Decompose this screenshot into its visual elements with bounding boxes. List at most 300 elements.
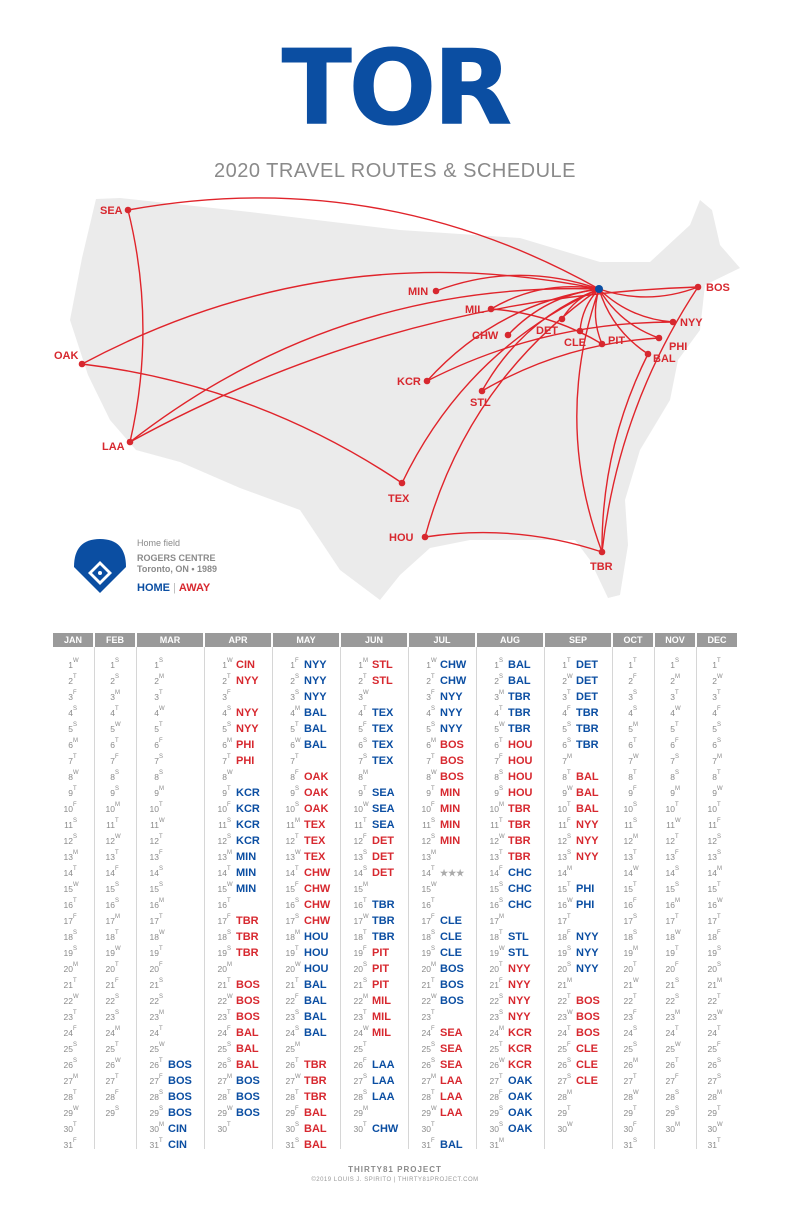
day-cell bbox=[205, 911, 259, 927]
day-cell bbox=[341, 1119, 398, 1135]
weekday-letter: T bbox=[567, 1106, 571, 1112]
day-number: 2 bbox=[426, 676, 431, 686]
home-game: TBR bbox=[508, 691, 531, 703]
city-label-mil: MIL bbox=[465, 304, 484, 316]
day-cell bbox=[341, 1103, 372, 1119]
weekday-letter: S bbox=[73, 722, 78, 728]
away-game: NYY bbox=[576, 835, 599, 847]
city-label-tex: TEX bbox=[388, 493, 410, 505]
day-cell bbox=[53, 1103, 82, 1119]
away-game: BAL bbox=[236, 1043, 259, 1055]
day-cell bbox=[409, 767, 464, 783]
day-number: 20 bbox=[353, 964, 363, 974]
day-cell bbox=[655, 1055, 684, 1071]
day-cell bbox=[273, 719, 327, 735]
weekday-letter: M bbox=[499, 914, 504, 920]
day-number: 5 bbox=[670, 724, 675, 734]
day-cell bbox=[341, 863, 394, 879]
weekday-letter: M bbox=[73, 962, 78, 968]
day-number: 16 bbox=[489, 900, 499, 910]
day-cell bbox=[655, 719, 684, 735]
home-game: BOS bbox=[440, 963, 464, 975]
day-cell bbox=[95, 991, 124, 1007]
day-cell bbox=[697, 1039, 726, 1055]
weekday-letter: W bbox=[717, 786, 723, 792]
day-cell bbox=[53, 1087, 82, 1103]
weekday-letter: F bbox=[633, 1122, 637, 1128]
day-number: 28 bbox=[623, 1092, 633, 1102]
day-cell bbox=[545, 703, 599, 719]
day-number: 23 bbox=[353, 1012, 363, 1022]
weekday-letter: S bbox=[431, 706, 436, 712]
day-cell bbox=[697, 671, 726, 687]
day-cell bbox=[697, 991, 726, 1007]
day-number: 7 bbox=[426, 756, 431, 766]
away-game: KCR bbox=[508, 1059, 532, 1071]
day-number: 27 bbox=[285, 1076, 295, 1086]
day-cell bbox=[273, 1119, 327, 1135]
day-number: 29 bbox=[149, 1108, 159, 1118]
day-cell bbox=[205, 1103, 260, 1119]
day-number: 13 bbox=[707, 852, 717, 862]
day-cell bbox=[95, 847, 124, 863]
day-cell bbox=[205, 1071, 260, 1087]
weekday-letter: W bbox=[115, 722, 121, 728]
day-cell bbox=[341, 927, 395, 943]
day-number: 8 bbox=[154, 772, 159, 782]
day-cell bbox=[205, 815, 260, 831]
home-game: KCR bbox=[236, 787, 260, 799]
day-cell bbox=[341, 1055, 395, 1071]
weekday-letter: W bbox=[717, 1122, 723, 1128]
day-cell bbox=[53, 943, 82, 959]
weekday-letter: T bbox=[717, 1138, 721, 1144]
day-cell bbox=[477, 719, 531, 735]
weekday-letter: M bbox=[227, 738, 232, 744]
home-game: NYY bbox=[576, 947, 599, 959]
day-number: 2 bbox=[290, 676, 295, 686]
weekday-letter: S bbox=[633, 802, 638, 808]
home-game: BOS bbox=[236, 1091, 260, 1103]
weekday-letter: F bbox=[675, 962, 679, 968]
day-cell bbox=[545, 815, 599, 831]
day-cell bbox=[409, 991, 464, 1007]
day-number: 10 bbox=[665, 804, 675, 814]
city-dot-tex bbox=[399, 480, 406, 487]
city-dot-laa bbox=[127, 439, 134, 446]
day-cell bbox=[95, 783, 124, 799]
day-cell bbox=[697, 799, 726, 815]
weekday-letter: T bbox=[295, 754, 299, 760]
day-number: 1 bbox=[494, 660, 499, 670]
day-number: 2 bbox=[562, 676, 567, 686]
month-header-jul: JUL bbox=[409, 633, 475, 647]
weekday-letter: S bbox=[363, 962, 368, 968]
day-cell bbox=[273, 735, 327, 751]
day-number: 15 bbox=[489, 884, 499, 894]
weekday-letter: M bbox=[159, 786, 164, 792]
day-number: 15 bbox=[421, 884, 431, 894]
weekday-letter: F bbox=[717, 706, 721, 712]
weekday-letter: M bbox=[159, 1122, 164, 1128]
day-cell bbox=[137, 1119, 187, 1135]
day-cell bbox=[613, 655, 642, 671]
away-game: CHW bbox=[304, 899, 331, 911]
weekday-letter: M bbox=[717, 754, 722, 760]
day-number: 27 bbox=[105, 1076, 115, 1086]
weekday-letter: W bbox=[295, 850, 301, 856]
weekday-letter: S bbox=[73, 1042, 78, 1048]
weekday-letter: W bbox=[499, 946, 505, 952]
away-game: BOS bbox=[236, 979, 260, 991]
weekday-letter: S bbox=[363, 754, 368, 760]
home-game: MIN bbox=[236, 867, 257, 879]
city-label-nyy: NYY bbox=[680, 317, 703, 329]
away-game: SEA bbox=[440, 1027, 463, 1039]
weekday-letter: S bbox=[499, 786, 504, 792]
day-cell bbox=[53, 751, 82, 767]
day-number: 28 bbox=[217, 1092, 227, 1102]
home-game: TBR bbox=[576, 739, 599, 751]
day-number: 22 bbox=[217, 996, 227, 1006]
weekday-letter: T bbox=[295, 978, 299, 984]
weekday-letter: M bbox=[633, 834, 638, 840]
day-cell bbox=[205, 751, 254, 767]
day-number: 12 bbox=[285, 836, 295, 846]
away-game: BOS bbox=[440, 771, 464, 783]
weekday-letter: M bbox=[499, 1138, 504, 1144]
weekday-letter: F bbox=[717, 1042, 721, 1048]
weekday-letter: T bbox=[227, 898, 231, 904]
day-cell bbox=[53, 1119, 82, 1135]
day-number: 19 bbox=[217, 948, 227, 958]
day-number: 7 bbox=[712, 756, 717, 766]
day-cell bbox=[613, 943, 642, 959]
day-cell bbox=[341, 959, 389, 975]
day-number: 13 bbox=[105, 852, 115, 862]
weekday-letter: T bbox=[717, 1106, 721, 1112]
weekday-letter: S bbox=[159, 994, 164, 1000]
day-number: 6 bbox=[154, 740, 159, 750]
home-game: BOS bbox=[236, 1075, 260, 1087]
away-game: LAA bbox=[440, 1091, 463, 1103]
weekday-letter: T bbox=[431, 786, 435, 792]
weekday-letter: M bbox=[363, 770, 368, 776]
weekday-letter: F bbox=[227, 802, 231, 808]
day-number: 10 bbox=[489, 804, 499, 814]
day-cell bbox=[613, 767, 642, 783]
home-game: BAL bbox=[508, 659, 531, 671]
weekday-letter: F bbox=[633, 1010, 637, 1016]
day-cell bbox=[53, 927, 82, 943]
day-number: 29 bbox=[623, 1108, 633, 1118]
day-number: 26 bbox=[665, 1060, 675, 1070]
day-cell bbox=[273, 767, 328, 783]
day-number: 3 bbox=[562, 692, 567, 702]
away-game: TBR bbox=[304, 1091, 327, 1103]
weekday-letter: W bbox=[73, 658, 79, 664]
day-cell bbox=[655, 1039, 684, 1055]
weekday-letter: F bbox=[717, 930, 721, 936]
day-number: 24 bbox=[217, 1028, 227, 1038]
ballpark-icon bbox=[70, 535, 130, 595]
day-number: 19 bbox=[421, 948, 431, 958]
day-number: 7 bbox=[68, 756, 73, 766]
key-separator: | bbox=[173, 582, 176, 594]
weekday-letter: T bbox=[73, 674, 77, 680]
day-cell bbox=[409, 1007, 440, 1023]
day-number: 22 bbox=[421, 996, 431, 1006]
day-cell bbox=[137, 831, 168, 847]
day-cell bbox=[655, 735, 684, 751]
day-number: 17 bbox=[63, 916, 73, 926]
day-cell bbox=[53, 959, 82, 975]
day-cell bbox=[545, 687, 598, 703]
day-number: 26 bbox=[63, 1060, 73, 1070]
day-cell bbox=[655, 943, 684, 959]
day-cell bbox=[205, 703, 259, 719]
day-number: 19 bbox=[63, 948, 73, 958]
day-cell bbox=[95, 863, 124, 879]
day-number: 9 bbox=[670, 788, 675, 798]
weekday-letter: T bbox=[227, 1090, 231, 1096]
day-cell bbox=[409, 1055, 463, 1071]
day-cell bbox=[545, 655, 598, 671]
away-game: NYY bbox=[236, 675, 259, 687]
day-cell bbox=[273, 703, 327, 719]
day-cell bbox=[137, 1103, 192, 1119]
weekday-letter: S bbox=[717, 962, 722, 968]
day-cell bbox=[613, 1039, 642, 1055]
weekday-letter: S bbox=[431, 722, 436, 728]
all-star-break-icon: ★★★ bbox=[440, 868, 465, 878]
day-cell bbox=[53, 815, 82, 831]
day-number: 8 bbox=[426, 772, 431, 782]
weekday-letter: T bbox=[717, 994, 721, 1000]
day-cell bbox=[95, 879, 124, 895]
weekday-letter: S bbox=[363, 1074, 368, 1080]
weekday-letter: S bbox=[567, 738, 572, 744]
day-number: 15 bbox=[623, 884, 633, 894]
away-game: TBR bbox=[236, 947, 259, 959]
day-cell bbox=[273, 879, 330, 895]
weekday-letter: T bbox=[73, 1090, 77, 1096]
weekday-letter: S bbox=[567, 834, 572, 840]
day-number: 2 bbox=[628, 676, 633, 686]
day-number: 3 bbox=[670, 692, 675, 702]
day-number: 18 bbox=[707, 932, 717, 942]
day-number: 30 bbox=[665, 1124, 675, 1134]
day-cell bbox=[477, 1055, 532, 1071]
day-cell bbox=[545, 1023, 600, 1039]
home-game: NYY bbox=[304, 659, 327, 671]
weekday-letter: F bbox=[227, 690, 231, 696]
weekday-letter: F bbox=[227, 914, 231, 920]
day-cell bbox=[477, 1039, 532, 1055]
day-number: 21 bbox=[557, 980, 567, 990]
month-header-jun: JUN bbox=[341, 633, 407, 647]
day-cell bbox=[545, 927, 599, 943]
day-cell bbox=[409, 671, 466, 687]
weekday-letter: W bbox=[363, 802, 369, 808]
day-cell bbox=[273, 815, 325, 831]
weekday-letter: S bbox=[431, 1058, 436, 1064]
day-cell bbox=[341, 895, 395, 911]
weekday-letter: S bbox=[159, 754, 164, 760]
weekday-letter: S bbox=[295, 914, 300, 920]
home-game: LAA bbox=[372, 1091, 395, 1103]
weekday-letter: S bbox=[499, 658, 504, 664]
day-cell bbox=[655, 927, 684, 943]
day-cell bbox=[613, 703, 642, 719]
weekday-letter: T bbox=[159, 1058, 163, 1064]
weekday-letter: M bbox=[633, 946, 638, 952]
day-cell bbox=[655, 671, 684, 687]
day-cell bbox=[655, 1087, 684, 1103]
day-cell bbox=[205, 879, 256, 895]
weekday-letter: W bbox=[227, 994, 233, 1000]
day-cell bbox=[697, 863, 726, 879]
away-game: STL bbox=[372, 659, 393, 671]
weekday-letter: T bbox=[227, 1122, 231, 1128]
weekday-letter: T bbox=[431, 1090, 435, 1096]
day-number: 27 bbox=[707, 1076, 717, 1086]
day-number: 14 bbox=[217, 868, 227, 878]
day-number: 19 bbox=[707, 948, 717, 958]
day-number: 9 bbox=[358, 788, 363, 798]
day-cell bbox=[409, 1023, 463, 1039]
day-cell bbox=[409, 831, 460, 847]
weekday-letter: F bbox=[295, 658, 299, 664]
day-number: 1 bbox=[670, 660, 675, 670]
city-label-chw: CHW bbox=[472, 330, 499, 342]
weekday-letter: M bbox=[633, 1058, 638, 1064]
day-number: 22 bbox=[105, 996, 115, 1006]
day-cell bbox=[137, 655, 168, 671]
day-cell bbox=[53, 719, 82, 735]
weekday-letter: T bbox=[675, 946, 679, 952]
day-number: 12 bbox=[149, 836, 159, 846]
weekday-letter: W bbox=[115, 834, 121, 840]
day-number: 21 bbox=[149, 980, 159, 990]
day-cell bbox=[697, 911, 726, 927]
day-number: 24 bbox=[489, 1028, 499, 1038]
day-number: 1 bbox=[712, 660, 717, 670]
day-cell bbox=[655, 879, 684, 895]
weekday-letter: S bbox=[73, 818, 78, 824]
day-cell bbox=[655, 1007, 684, 1023]
page-subtitle: 2020 TRAVEL ROUTES & SCHEDULE bbox=[213, 160, 577, 182]
day-cell bbox=[697, 751, 726, 767]
weekday-letter: T bbox=[499, 930, 503, 936]
day-number: 30 bbox=[557, 1124, 567, 1134]
day-cell bbox=[655, 847, 684, 863]
weekday-letter: M bbox=[675, 1122, 680, 1128]
weekday-letter: F bbox=[675, 1074, 679, 1080]
day-cell bbox=[545, 1071, 598, 1087]
day-number: 4 bbox=[68, 708, 73, 718]
day-cell bbox=[697, 687, 726, 703]
day-cell bbox=[273, 1087, 327, 1103]
home-game: SEA bbox=[372, 787, 395, 799]
day-cell bbox=[545, 847, 599, 863]
weekday-letter: S bbox=[633, 1026, 638, 1032]
weekday-letter: M bbox=[431, 738, 436, 744]
day-cell bbox=[477, 655, 531, 671]
day-cell bbox=[613, 687, 642, 703]
home-game: TEX bbox=[372, 723, 394, 735]
day-cell bbox=[137, 815, 168, 831]
day-cell bbox=[477, 847, 531, 863]
day-number: 11 bbox=[150, 820, 159, 830]
day-number: 17 bbox=[217, 916, 227, 926]
day-number: 18 bbox=[623, 932, 633, 942]
home-game: TBR bbox=[576, 707, 599, 719]
day-cell bbox=[545, 783, 599, 799]
city-label-bos: BOS bbox=[706, 282, 730, 294]
home-game: NYY bbox=[576, 931, 599, 943]
weekday-letter: W bbox=[633, 1090, 639, 1096]
weekday-letter: S bbox=[567, 850, 572, 856]
day-cell bbox=[137, 1071, 192, 1087]
weekday-letter: S bbox=[227, 818, 232, 824]
day-number: 14 bbox=[623, 868, 633, 878]
weekday-letter: S bbox=[115, 674, 120, 680]
day-cell bbox=[409, 1135, 463, 1151]
day-cell bbox=[409, 783, 460, 799]
day-number: 30 bbox=[285, 1124, 295, 1134]
day-number: 17 bbox=[707, 916, 717, 926]
day-number: 11 bbox=[490, 820, 499, 830]
weekday-letter: F bbox=[295, 882, 299, 888]
day-number: 30 bbox=[217, 1124, 227, 1134]
weekday-letter: F bbox=[227, 1026, 231, 1032]
day-number: 28 bbox=[665, 1092, 675, 1102]
weekday-letter: T bbox=[73, 866, 77, 872]
day-cell bbox=[477, 799, 531, 815]
day-cell bbox=[95, 1103, 124, 1119]
weekday-letter: M bbox=[227, 962, 232, 968]
weekday-letter: T bbox=[73, 754, 77, 760]
home-game: NYY bbox=[304, 691, 327, 703]
weekday-letter: T bbox=[717, 882, 721, 888]
home-game: MIN bbox=[236, 883, 257, 895]
day-number: 20 bbox=[665, 964, 675, 974]
day-number: 4 bbox=[222, 708, 227, 718]
day-cell bbox=[409, 1071, 463, 1087]
city-label-kcr: KCR bbox=[397, 376, 421, 388]
weekday-letter: T bbox=[499, 962, 503, 968]
day-cell bbox=[137, 879, 168, 895]
day-number: 16 bbox=[149, 900, 159, 910]
day-number: 4 bbox=[494, 708, 499, 718]
day-cell bbox=[53, 703, 82, 719]
away-game: BAL bbox=[236, 1027, 259, 1039]
weekday-letter: W bbox=[431, 770, 437, 776]
weekday-letter: T bbox=[675, 1026, 679, 1032]
day-number: 17 bbox=[623, 916, 633, 926]
weekday-letter: S bbox=[633, 706, 638, 712]
weekday-letter: W bbox=[567, 1122, 573, 1128]
day-cell bbox=[273, 847, 325, 863]
day-cell bbox=[137, 991, 168, 1007]
away-game: STL bbox=[372, 675, 393, 687]
month-header-may: MAY bbox=[273, 633, 339, 647]
day-number: 17 bbox=[149, 916, 159, 926]
weekday-letter: S bbox=[115, 994, 120, 1000]
day-cell bbox=[53, 911, 82, 927]
weekday-letter: S bbox=[115, 1010, 120, 1016]
